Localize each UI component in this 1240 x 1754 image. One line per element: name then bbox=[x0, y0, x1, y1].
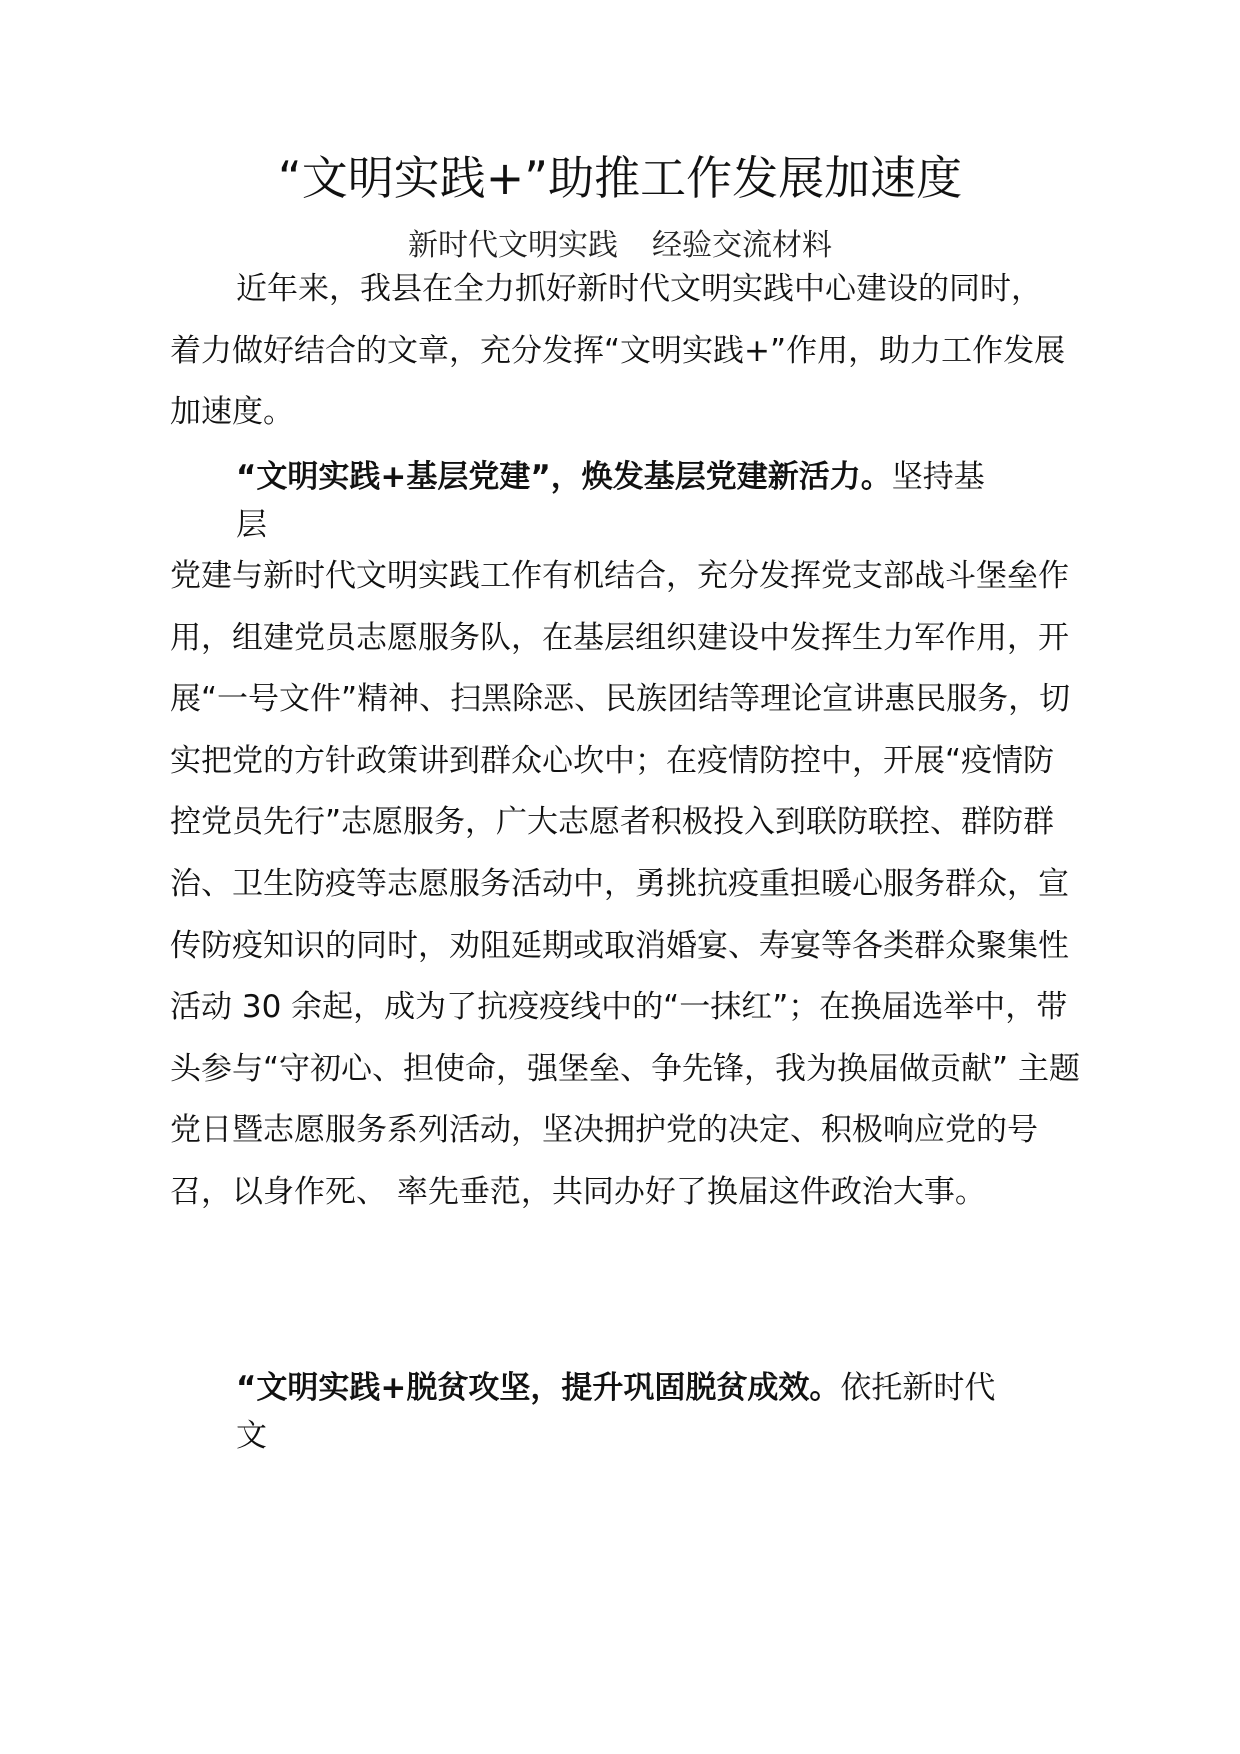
section-2-heading-wrap: 文 bbox=[236, 1418, 267, 1454]
section-1-heading-line bbox=[236, 453, 985, 501]
section-1-heading-tail: 坚持基 bbox=[891, 459, 985, 495]
subtitle-part-2: 经验交流材料 bbox=[652, 228, 832, 263]
section-2-heading: “文明实践+脱贫攻坚，提升巩固脱贫成效。 bbox=[236, 1370, 841, 1406]
subtitle-part-1: 新时代文明实践 bbox=[408, 228, 618, 263]
document-title: “文明实践+”助推工作发展加速度 bbox=[277, 151, 963, 205]
section-1-heading: “文明实践+基层党建”，焕发基层党建新活力。 bbox=[236, 459, 892, 495]
section-1-paragraph: 党建与新时代文明实践工作有机结合，充分发挥党支部战斗堡垒作用，组建党员志愿服务队，在基层组织建设中发挥生力军作用，开展“一号文件”精神、扫黑除恶、民族团结等理论宣讲惠民服务，切实把党的方针政策讲到群众心坎中；在疫情防控中，开展“疫情防控党员先行”志愿服务，广大志愿者积极投入到联防联控、群防群治、卫生防疫等志愿服务活动中，勇挑抗疫重担暖心服务群众，宣传防疫知识的同时，劝阻延期或取消婚宴、寿宴等各类群众聚集性活动 30 余起，成为了抗疫疫线中的“一抹红”；在换届选举中，带头参与“守初心、担使命，强堡垒、争先锋，我为换届做贡献” 主题党日暨志愿服务系列活动，坚决拥护党的决定、积极响应党的号召，以身作死、 率先垂范，共同办好了换届这件政治大事。 bbox=[170, 558, 1080, 1210]
section-2-heading-tail: 依托新时代 bbox=[840, 1370, 996, 1406]
intro-paragraph: 近年来，我县在全力抓好新时代文明实践中心建设的同时， 着力做好结合的文章，充分发挥“文明实践+”作用，助力工作发展加速度。 bbox=[170, 271, 1066, 431]
section-1-heading-wrap: 层 bbox=[236, 507, 267, 543]
section-2-heading-line bbox=[236, 1364, 995, 1412]
